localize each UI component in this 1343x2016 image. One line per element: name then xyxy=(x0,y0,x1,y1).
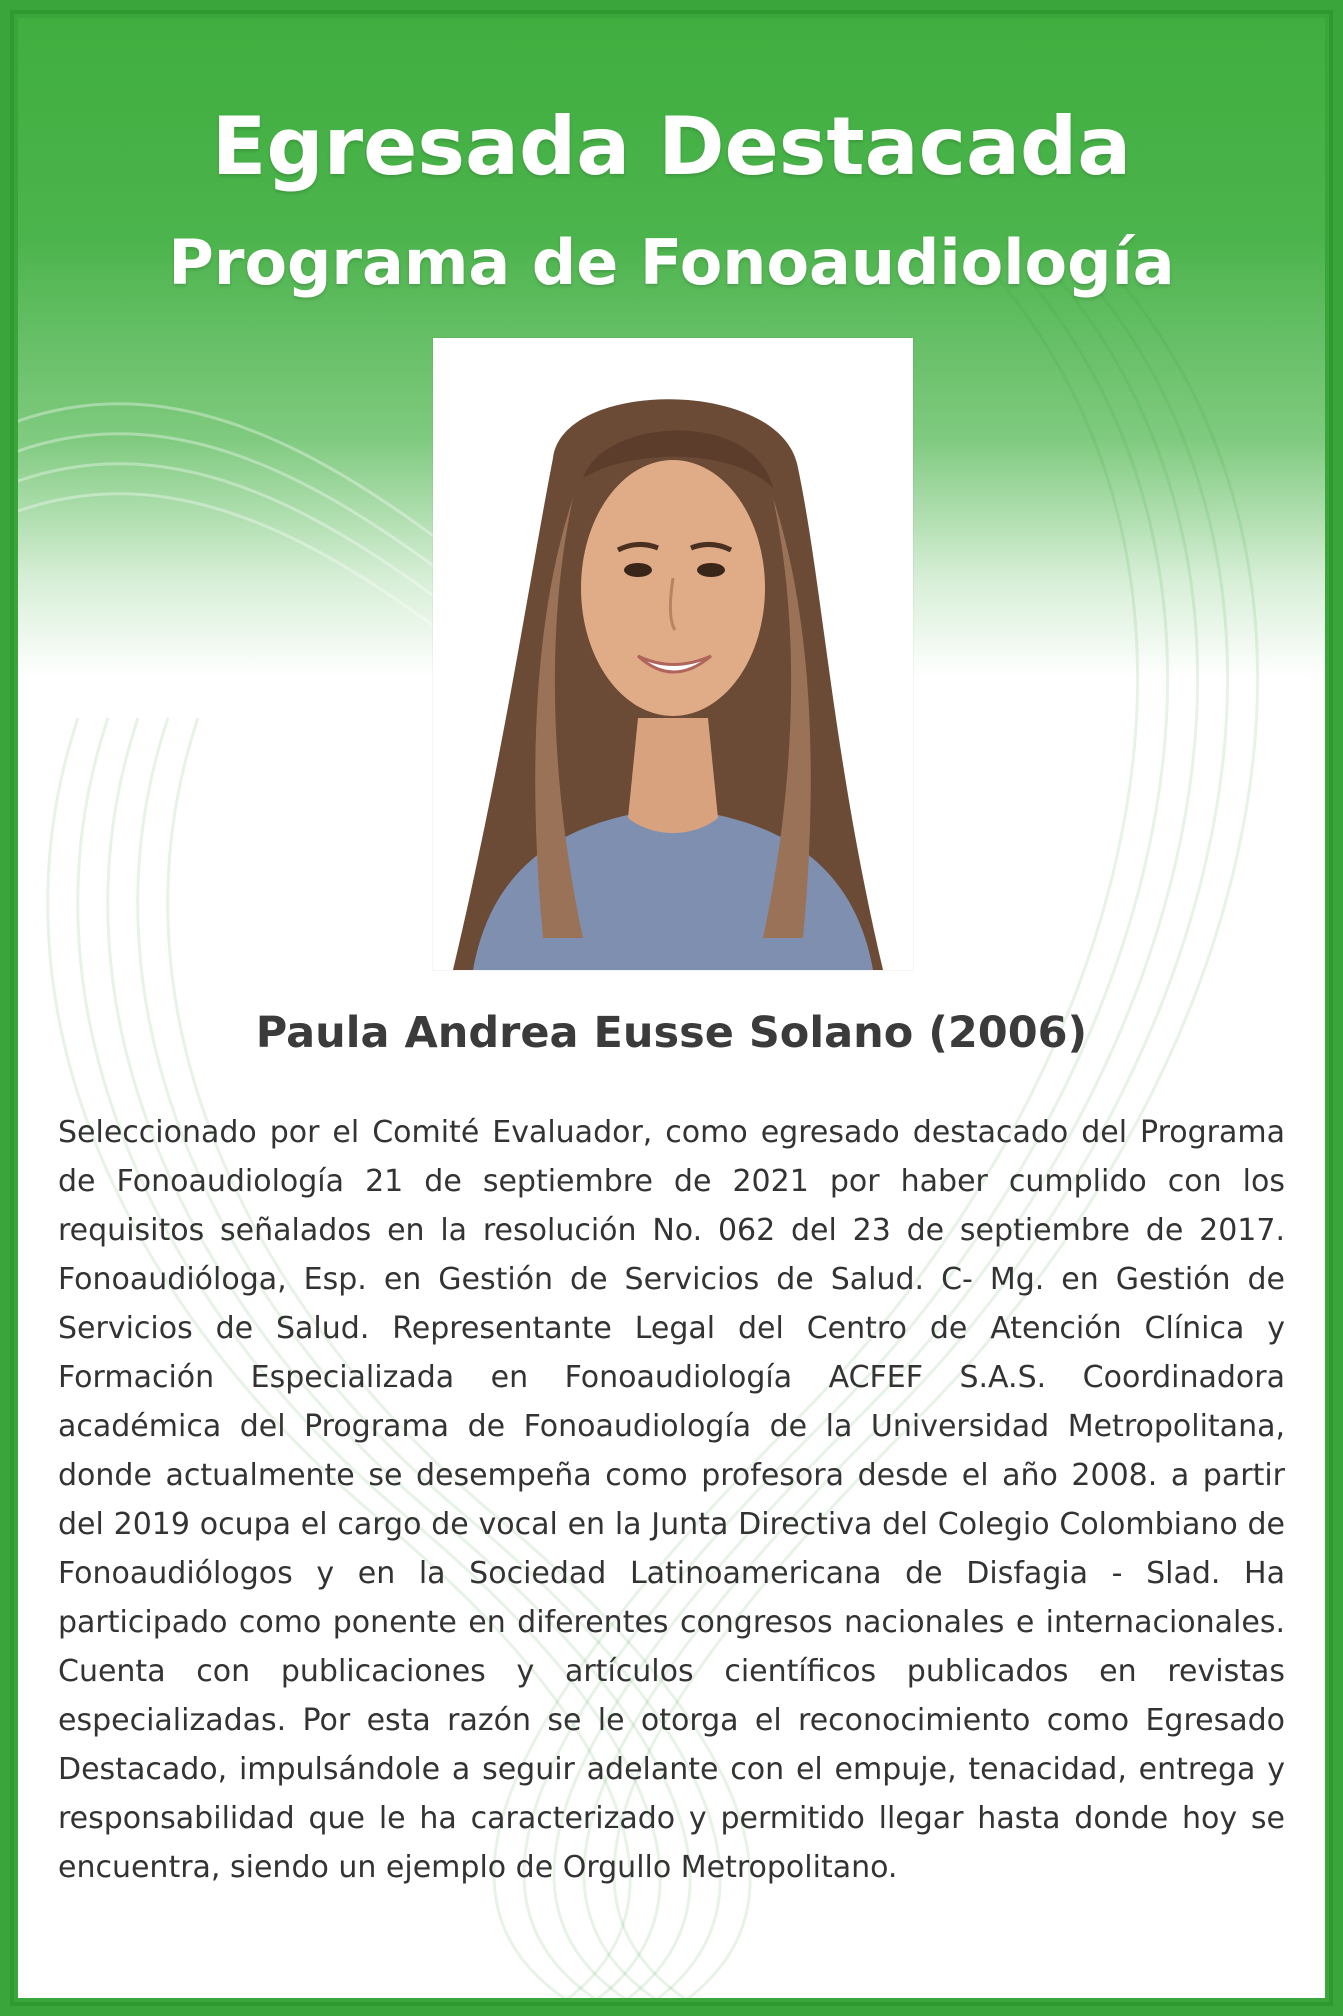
portrait-photo xyxy=(433,338,913,970)
page-subtitle: Programa de Fonoaudiología xyxy=(168,226,1175,299)
graduate-name: Paula Andrea Eusse Solano (2006) xyxy=(255,1008,1088,1058)
page-title: Egresada Destacada xyxy=(211,100,1132,193)
graduate-description: Seleccionado por el Comité Evaluador, como egresado destacado del Programa de Fonoaudiología 21 de septiembre de 2021 por haber cumplido con los requisitos señalados en la resolución No. 062 del 23 de septiembre de 2017. Fonoaudióloga, Esp. en Gestión de Servicios de Salud. C- Mg. en Gestión de Servicios de Salud. Representante Legal del Centro de Atención Clínica y Formación Especializada en Fonoaudiología ACFEF S.A.S. Coordinadora académica del Programa de Fonoaudiología de la Universidad Metropolitana, donde actualmente se desempeña como profesora desde el año 2008. a partir del 2019 ocupa el cargo de vocal en la Junta Directiva del Colegio Colombiano de Fonoaudiólogos y en la Sociedad Latinoamericana de Disfagia - Slad. Ha participado como ponente en diferentes congresos nacionales e internacionales. Cuenta con publicaciones y artículos científicos publicados en revistas especializadas. Por esta razón se le otorga el reconocimiento como Egresado Destacado, impulsándole a seguir adelante con el empuje, tenacidad, entrega y responsabilidad que le ha caracterizado y permitido llegar hasta donde hoy se encuentra, siendo un ejemplo de Orgullo Metropolitano. xyxy=(58,1115,1285,1885)
poster-background xyxy=(18,18,1325,1998)
